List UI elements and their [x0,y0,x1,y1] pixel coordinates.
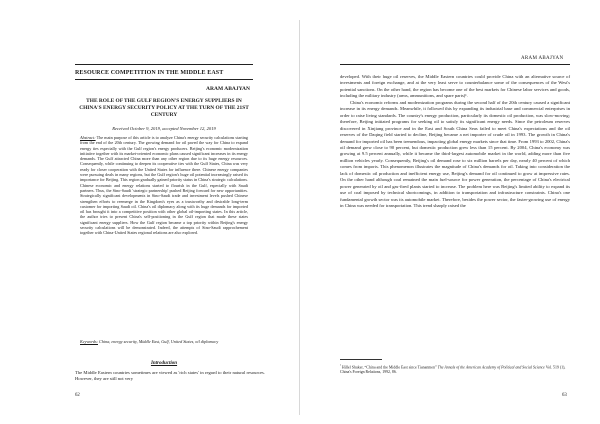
footnote-marker: ¹ [340,363,341,367]
keywords-text: China, energy security, Middle East, Gulf, United States, oil diplomacy [98,339,219,344]
article-author: ARAM ABAJYAN [206,86,250,92]
header-rule-bottom [75,79,253,80]
header-rule-top [75,64,253,65]
footnote-text: Hillel Shuker, “China and the Middle East since Tiananmen” [340,365,437,370]
intro-text: The Middle Eastern countries sometimes are viewed as 'rich states' in regard to their natural resources. However, they are still not very [75,370,265,381]
footnote-journal: The Annals of the American Academy of Political and Social Science [436,365,545,370]
footnote-tail: Vol. 519 (1), China's Foreign Relations, 1992, 86. [340,365,566,375]
page-number-left: 62 [75,393,80,398]
received-date: Received October 9, 2019, accepted November 12, 2019 [112,126,216,131]
page-number-right: 63 [562,393,567,398]
running-head: ARAM ABAJYAN [521,56,564,61]
body-text [340,74,570,210]
article-title: THE ROLE OF THE GULF REGION'S ENERGY SUPPLIERS IN CHINA'S ENERGY SECURITY POLICY AT THE TURN OF THE 21ST CENTURY [79,98,249,118]
keywords-label: Keywords: [80,339,98,344]
abstract [80,135,248,236]
abstract-text: The main purpose of this article is to analyze China's energy security calculations starting from the end of the 20th century. The growing demand for oil paved the way for China to expand energy ties especially with the Gulf region's energy producers. Beijing's economic modernization initiative together with its market-oriented economic plans caused significant increases in its energy demands. The Gulf attracted China more than any other region due to its huge energy resources. Consequently, while continuing to deepen its cooperative ties with the Gulf States, China was very ready for closer cooperation with the United States for influence there. Chinese energy companies were pursuing deals in many regions, but the Gulf region's huge oil potential increasingly raised its importance for Beijing. This region gradually gained priority status in China's strategic calculations. Chinese economic and energy relations started to flourish in the Gulf, especially with Saudi partners. Thus, the Sino-Saudi 'strategic partnership' pushed Beijing forward for new opportunities. Strategically significant developments in Sino-Saudi trade and investment levels pushed Chinese strengthen efforts to reemerge in the Kingdom's eyes as a trustworthy and desirable long-term customer for importing Saudi oil. China's oil diplomacy along with its huge demands for imported oil has brought it into a competitive position with other global oil-importing states. In this article, the author tries to present China's self-positioning in the Gulf region that made these states significant energy suppliers. How the Gulf region became a top priority within Beijing's energy security calculations will be demonstrated. Indeed, the attempts of Sino-Saudi rapprochement together with China-United States regional relations are also explored. [80,135,248,236]
body-paragraph-2: China's economic reforms and modernization programs during the second half of the 20th century caused a significant increase in its energy demands. Meanwhile, it followed this by expanding its industrial base and commercial enterprises in order to raise living standards. The country's energy production, particularly its domestic oil production, was slow-moving; therefore, Beijing initiated programs for seeking oil to satisfy its significant energy needs. Since the petroleum reserves discovered in Xinjiang province and in the East and South China Seas failed to meet China's expectations and the oil reserves of the Daqing field started to decline, Beijing became a net importer of crude oil in 1993. The growth in China's demand for imported oil has been tremendous, impacting global energy markets since that time. From 1993 to 2002, China's oil demand grew close to 90 percent, but domestic production grew less than 15 percent. By 2004, China's economy was growing at 9.5 percent annually, while it became the third-largest automobile market in the world, adding more than five million vehicles yearly. Consequently, Beijing's oil demand rose to six million barrels per day, nearly 40 percent of which comes from imports. This phenomenon illustrates the magnitude of China's demands for oil. Taking into consideration the lack of domestic oil production and inefficient energy use, Beijing's demand for oil continued to grow at impressive rates. On the other hand although coal remained the main fuel-source for power generation, the percentage of China's electrical power generated by oil and gas-fired plants started to increase. The problem here was Beijing's limited ability to expand its use of coal imposed by technical shortcomings, in addition to transportation and infrastructure constraints. China's one fundamental growth sector was its automobile market. Therefore, besides the power sector, the faster-growing use of energy in China was needed for transportation. This trend sharply raised the [340,99,570,209]
body-paragraph-1: developed. With their huge oil reserves, the Middle Eastern countries could provide China with an alternative source of investments and foreign exchange, and at the very least serve to counterbalance some of the consequences of the West's potential sanctions. On the other hand, the region has become one of the best markets for Chinese labor services and goods, including the military industry (arms, ammunitions, and spare parts)¹. [340,74,570,99]
abstract-label: Abstract: [80,135,96,140]
keywords [80,339,248,344]
footnote-rule [340,359,382,360]
right-page [300,0,600,424]
intro-heading: Introduction [150,361,178,366]
section-heading: RESOURCE COMPETITION IN THE MIDDLE EAST [75,70,224,76]
running-head-rule [340,64,570,65]
footnote [340,363,570,375]
